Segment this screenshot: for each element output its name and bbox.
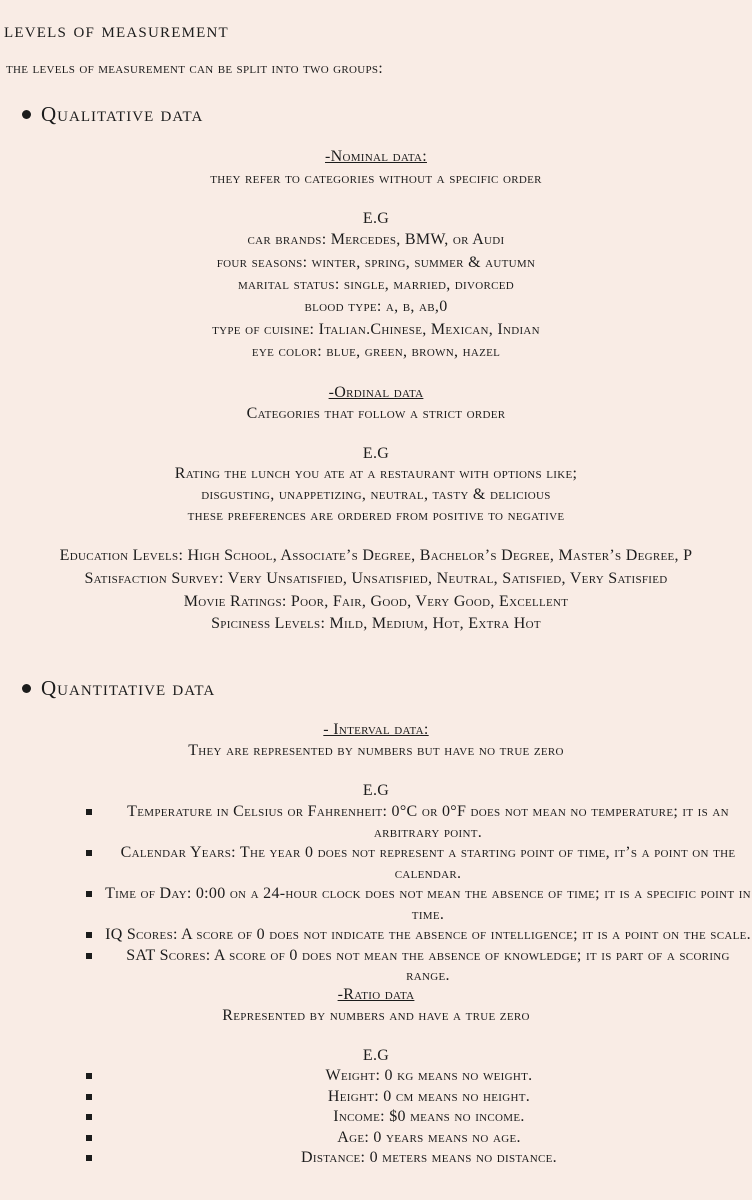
square-bullet-icon — [86, 891, 92, 897]
quantitative-heading — [22, 676, 215, 701]
bullet-dot-icon — [22, 684, 31, 693]
nominal-desc: they refer to categories without a specific order — [210, 170, 542, 187]
qualitative-heading-label: Qualitative data — [41, 102, 204, 126]
ordinal-example: Movie Ratings: Poor, Fair, Good, Very Good, Excellent — [183, 593, 569, 610]
ordinal-title: -Ordinal data — [328, 384, 424, 401]
page-title: levels of measurement — [4, 18, 229, 42]
interval-item: Calendar Years: The year 0 does not represent a starting point of time, it’s a point on the calendar. — [120, 844, 736, 882]
list-item — [0, 1128, 752, 1149]
ordinal-example: disgusting, unappetizing, neutral, tasty & delicious — [201, 486, 551, 503]
ordinal-desc: Categories that follow a strict order — [246, 405, 506, 422]
interval-item: SAT Scores: A score of 0 does not mean the absence of knowledge; it is part of a scoring range. — [126, 946, 730, 984]
list-item — [0, 925, 752, 946]
nominal-example: eye color: blue, green, brown, hazel — [251, 343, 501, 360]
list-item — [0, 884, 752, 925]
ratio-item: Distance: 0 meters means no distance. — [301, 1149, 557, 1166]
square-bullet-icon — [86, 953, 92, 959]
list-item — [0, 946, 752, 987]
list-item — [0, 1148, 752, 1169]
interval-title: - Interval data: — [323, 721, 429, 738]
intro-text: the levels of measurement can be split into two groups: — [6, 60, 383, 77]
interval-desc: They are represented by numbers but have no true zero — [188, 742, 564, 759]
ratio-title: -Ratio data — [337, 986, 415, 1003]
list-item — [0, 1087, 752, 1108]
nominal-example: car brands: Mercedes, BMW, or Audi — [247, 231, 505, 248]
interval-item: Temperature in Celsius or Fahrenheit: 0°C or 0°F does not mean no temperature; it is an arbitrary point. — [127, 803, 729, 841]
interval-eg: E.G — [362, 782, 390, 799]
ordinal-eg: E.G — [362, 445, 390, 462]
ratio-item: Age: 0 years means no age. — [337, 1128, 521, 1146]
ratio-item: Income: $0 means no income. — [333, 1108, 525, 1125]
ordinal-example: Education Levels: High School, Associate’s Degree, Bachelor’s Degree, Master’s Degree, P — [59, 547, 693, 564]
bullet-dot-icon — [22, 110, 31, 119]
nominal-eg: E.G — [362, 210, 390, 227]
nominal-example: blood type: a, b, ab,0 — [304, 298, 448, 315]
ratio-list — [0, 1066, 752, 1169]
ratio-desc: Represented by numbers and have a true zero — [222, 1007, 530, 1024]
interval-list — [0, 802, 752, 987]
ratio-item: Height: 0 cm means no height. — [327, 1087, 531, 1105]
nominal-title: -Nominal data: — [325, 148, 427, 165]
square-bullet-icon — [86, 850, 92, 856]
list-item — [0, 802, 752, 843]
list-item — [0, 1107, 752, 1128]
interval-item: Time of Day: 0:00 on a 24-hour clock does not mean the absence of time; it is a specific point in time. — [105, 885, 751, 923]
ordinal-example: Satisfaction Survey: Very Unsatisfied, Unsatisfied, Neutral, Satisfied, Very Satisfied — [84, 570, 668, 587]
nominal-example: type of cuisine: Italian.Chinese, Mexican, Indian — [212, 321, 540, 338]
nominal-example: four seasons: winter, spring, summer & autumn — [216, 254, 536, 271]
square-bullet-icon — [86, 932, 92, 938]
list-item — [0, 1066, 752, 1087]
ordinal-example: Spiciness Levels: Mild, Medium, Hot, Extra Hot — [211, 615, 541, 632]
square-bullet-icon — [86, 809, 92, 815]
ratio-item: Weight: 0 kg means no weight. — [325, 1067, 533, 1084]
nominal-example: marital status: single, married, divorced — [237, 276, 515, 293]
ordinal-example: these preferences are ordered from positive to negative — [187, 507, 565, 524]
interval-item: IQ Scores: A score of 0 does not indicate the absence of intelligence; it is a point on the scale. — [105, 926, 751, 943]
ordinal-example: Rating the lunch you ate at a restaurant with options like; — [174, 465, 578, 482]
ratio-eg: E.G — [362, 1047, 390, 1064]
quantitative-heading-label: Quantitative data — [41, 676, 216, 700]
list-item — [0, 843, 752, 884]
qualitative-heading — [22, 102, 203, 127]
